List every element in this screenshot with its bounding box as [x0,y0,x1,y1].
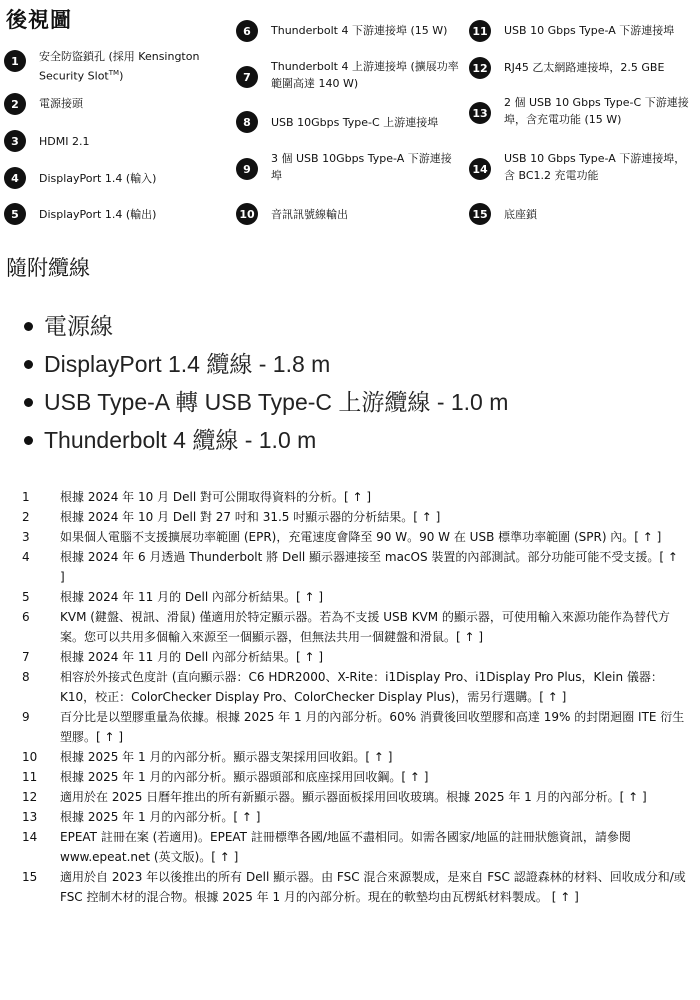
port-label-13: 2 個 USB 10 Gbps Type-C 下游連接埠，含充電功能 (15 W) [504,96,689,126]
footnote-7 [16,647,686,667]
footnote-text: 如果個人電腦不支援擴展功率範圍 (EPR)，充電速度會降至 90 W。90 W 在 USB 標準功率範圍 (SPR) 內。[ ↑ ] [60,530,662,544]
port-item-8 [236,111,438,133]
port-label-1: 安全防盜鎖孔 (採用 Kensington Security Slot™) [39,50,200,83]
footnote-4 [16,547,686,587]
cable-list-item [20,307,508,345]
footnote-14 [16,827,686,867]
footnote-number: 1 [22,490,30,504]
number-badge-7: 7 [236,66,258,88]
footnote-number: 9 [22,710,30,724]
number-badge-14: 14 [469,158,491,180]
footnote-10 [16,747,686,767]
number-badge-12: 12 [469,57,491,79]
port-label-7: Thunderbolt 4 上游連接埠 (擴展功率範圍高達 140 W) [271,60,459,90]
footnote-2 [16,507,686,527]
footnote-number: 6 [22,610,30,624]
footnote-text: KVM (鍵盤、視訊、滑鼠) 僅適用於特定顯示器。若為不支援 USB KVM 的顯示器，可使用輸入來源功能作為替代方案。您可以共用多個輸入來源至一個顯示器，但無法共用一個鍵盤和滑鼠。[ ↑ ] [60,610,670,644]
port-label-15: 底座鎖 [504,208,537,221]
footnote-1 [16,487,686,507]
port-item-6 [236,20,447,42]
footnote-6 [16,607,686,647]
port-label-4: DisplayPort 1.4 (輸入) [39,172,157,185]
cable-label: 電源線 [44,313,113,339]
footnotes-list [16,487,686,907]
footnote-number: 3 [22,530,30,544]
footnote-9 [16,707,686,747]
footnote-3 [16,527,686,547]
footnote-text: EPEAT 註冊在案 (若適用)。EPEAT 註冊標準各國/地區不盡相同。如需各國家/地區的註冊狀態資訊，請參閱 www.epeat.net (英文版)。[ ↑ ] [60,830,631,864]
footnote-number: 8 [22,670,30,684]
footnote-number: 15 [22,870,38,884]
footnote-number: 10 [22,750,38,764]
port-item-14 [469,150,696,184]
bullet-icon [24,322,33,331]
bullet-icon [24,398,33,407]
footnote-number: 14 [22,830,38,844]
footnote-text: 根據 2024 年 6 月透過 Thunderbolt 將 Dell 顯示器連接至 macOS 裝置的內部測試。部分功能可能不受支援。[ ↑ ] [60,550,678,584]
port-label-8: USB 10Gbps Type-C 上游連接埠 [271,116,439,129]
port-item-1 [4,48,229,85]
cable-label: USB Type-A 轉 USB Type-C 上游纜線 - 1.0 m [44,389,509,415]
number-badge-8: 8 [236,111,258,133]
bullet-icon [24,436,33,445]
number-badge-13: 13 [469,102,491,124]
cable-label: Thunderbolt 4 纜線 - 1.0 m [44,427,317,453]
number-badge-6: 6 [236,20,258,42]
footnote-text: 根據 2025 年 1 月的內部分析。顯示器支架採用回收鋁。[ ↑ ] [60,750,393,764]
footnote-text: 相容於外接式色度計 (直向顯示器：C6 HDR2000、X-Rite：i1Display Pro、i1Display Pro Plus，Klein 儀器：K10，校正：ColorChecker Display Pro、ColorChecker Display Plus)，需另行選購。[ ↑ ] [60,670,663,704]
port-item-2 [4,93,83,115]
number-badge-3: 3 [4,130,26,152]
number-badge-5: 5 [4,203,26,225]
number-badge-9: 9 [236,158,258,180]
footnote-12 [16,787,686,807]
footnote-number: 7 [22,650,30,664]
bullet-icon [24,360,33,369]
number-badge-4: 4 [4,167,26,189]
footnote-8 [16,667,686,707]
cable-list [20,307,508,459]
port-item-10 [236,203,348,225]
cable-list-item [20,421,508,459]
port-item-9 [236,150,461,184]
number-badge-2: 2 [4,93,26,115]
footnote-text: 根據 2024 年 10 月 Dell 對 27 吋和 31.5 吋顯示器的分析結果。[ ↑ ] [60,510,441,524]
footnote-text: 根據 2025 年 1 月的內部分析。顯示器頭部和底座採用回收鋼。[ ↑ ] [60,770,429,784]
included-cables-heading: 隨附纜線 [6,256,90,280]
port-item-15 [469,203,537,225]
port-label-3: HDMI 2.1 [39,135,90,148]
footnote-number: 11 [22,770,38,784]
port-label-9: 3 個 USB 10Gbps Type-A 下游連接埠 [271,152,452,182]
footnote-text: 根據 2024 年 10 月 Dell 對可公開取得資料的分析。[ ↑ ] [60,490,372,504]
footnote-text: 根據 2024 年 11 月的 Dell 內部分析結果。[ ↑ ] [60,590,324,604]
footnote-15 [16,867,686,907]
port-label-10: 音訊訊號線輸出 [271,208,348,221]
footnote-text: 根據 2025 年 1 月的內部分析。[ ↑ ] [60,810,261,824]
footnote-5 [16,587,686,607]
port-item-11 [469,20,674,42]
port-item-5 [4,203,156,225]
port-label-2: 電源接頭 [39,97,83,110]
number-badge-1: 1 [4,50,26,72]
cable-list-item [20,345,508,383]
port-item-12 [469,57,664,79]
footnote-number: 4 [22,550,30,564]
port-item-4 [4,167,156,189]
port-label-11: USB 10 Gbps Type-A 下游連接埠 [504,24,675,37]
footnote-13 [16,807,686,827]
port-label-12: RJ45 乙太網路連接埠，2.5 GBE [504,61,665,74]
port-label-14: USB 10 Gbps Type-A 下游連接埠，含 BC1.2 充電功能 [504,152,686,182]
port-label-6: Thunderbolt 4 下游連接埠 (15 W) [271,24,448,37]
rear-view-heading: 後視圖 [6,8,72,32]
port-item-3 [4,130,89,152]
number-badge-11: 11 [469,20,491,42]
footnote-number: 2 [22,510,30,524]
number-badge-10: 10 [236,203,258,225]
footnote-text: 百分比是以塑膠重量為依據。根據 2025 年 1 月的內部分析。60% 消費後回收塑膠和高達 19% 的封閉迴圈 ITE 衍生塑膠。[ ↑ ] [60,710,685,744]
footnote-number: 12 [22,790,38,804]
footnote-number: 5 [22,590,30,604]
port-label-5: DisplayPort 1.4 (輸出) [39,208,157,221]
footnote-text: 適用於自 2023 年以後推出的所有 Dell 顯示器。由 FSC 混合來源製成，是來自 FSC 認證森林的材料、回收成分和/或 FSC 控制木材的混合物。根據 2025 年 1 月的內部分析。現在的軟墊均由瓦楞紙材料製成。 [ ↑ ] [60,870,686,904]
port-item-13 [469,94,696,128]
footnote-11 [16,767,686,787]
number-badge-15: 15 [469,203,491,225]
port-item-7 [236,58,461,92]
cable-list-item [20,383,508,421]
footnote-number: 13 [22,810,38,824]
footnote-text: 適用於在 2025 日曆年推出的所有新顯示器。顯示器面板採用回收玻璃。根據 2025 年 1 月的內部分析。[ ↑ ] [60,790,647,804]
cable-label: DisplayPort 1.4 纜線 - 1.8 m [44,351,331,377]
footnote-text: 根據 2024 年 11 月的 Dell 內部分析結果。[ ↑ ] [60,650,324,664]
